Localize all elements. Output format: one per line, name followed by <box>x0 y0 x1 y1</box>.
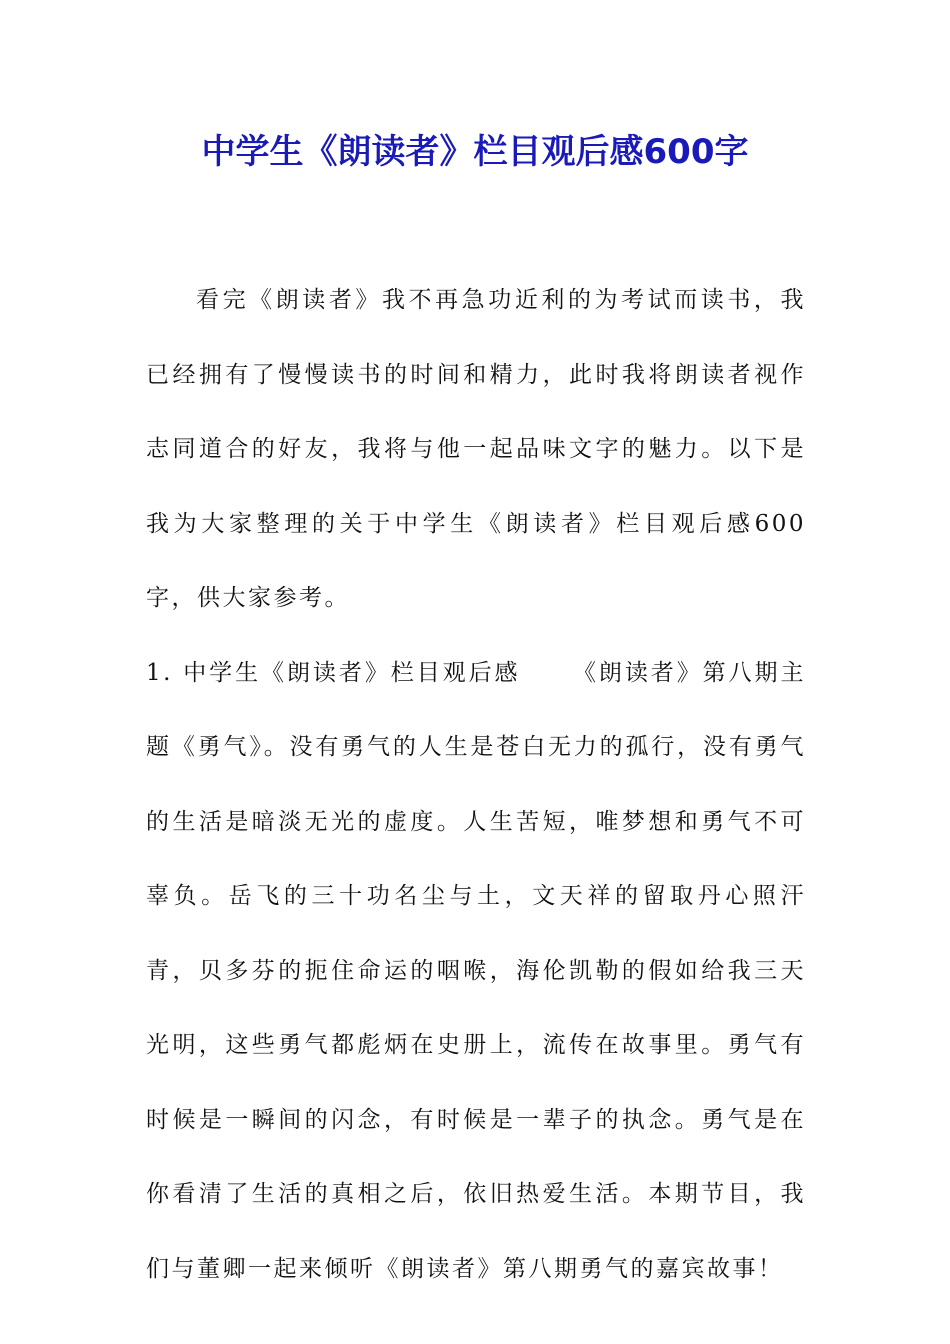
section-1-body: 《朗读者》第八期主题《勇气》。没有勇气的人生是苍白无力的孤行，没有勇气的生活是暗淡无光的虚度。人生苦短，唯梦想和勇气不可辜负。岳飞的三十功名尘与土，文天祥的留取丹心照汗青，贝多芬的扼住命运的咽喉，海伦凯勒的假如给我三天光明，这些勇气都彪炳在史册上，流传在故事里。勇气有时候是一瞬间的闪念，有时候是一辈子的执念。勇气是在你看清了生活的真相之后，依旧热爱生活。本期节目，我们与董卿一起来倾听《朗读者》第八期勇气的嘉宾故事！ <box>146 659 807 1282</box>
document-title: 中学生《朗读者》栏目观后感600字 <box>201 132 749 172</box>
intro-paragraph: 看完《朗读者》我不再急功近利的为考试而读书，我已经拥有了慢慢读书的时间和精力，此时我将朗读者视作志同道合的好友，我将与他一起品味文字的魅力。以下是我为大家整理的关于中学生《朗读者》栏目观后感600字，供大家参考。 <box>146 287 806 611</box>
document-body <box>146 263 806 1306</box>
section-1-paragraph <box>146 636 806 1307</box>
section-1-heading: 1. 中学生《朗读者》栏目观后感 <box>146 659 521 686</box>
